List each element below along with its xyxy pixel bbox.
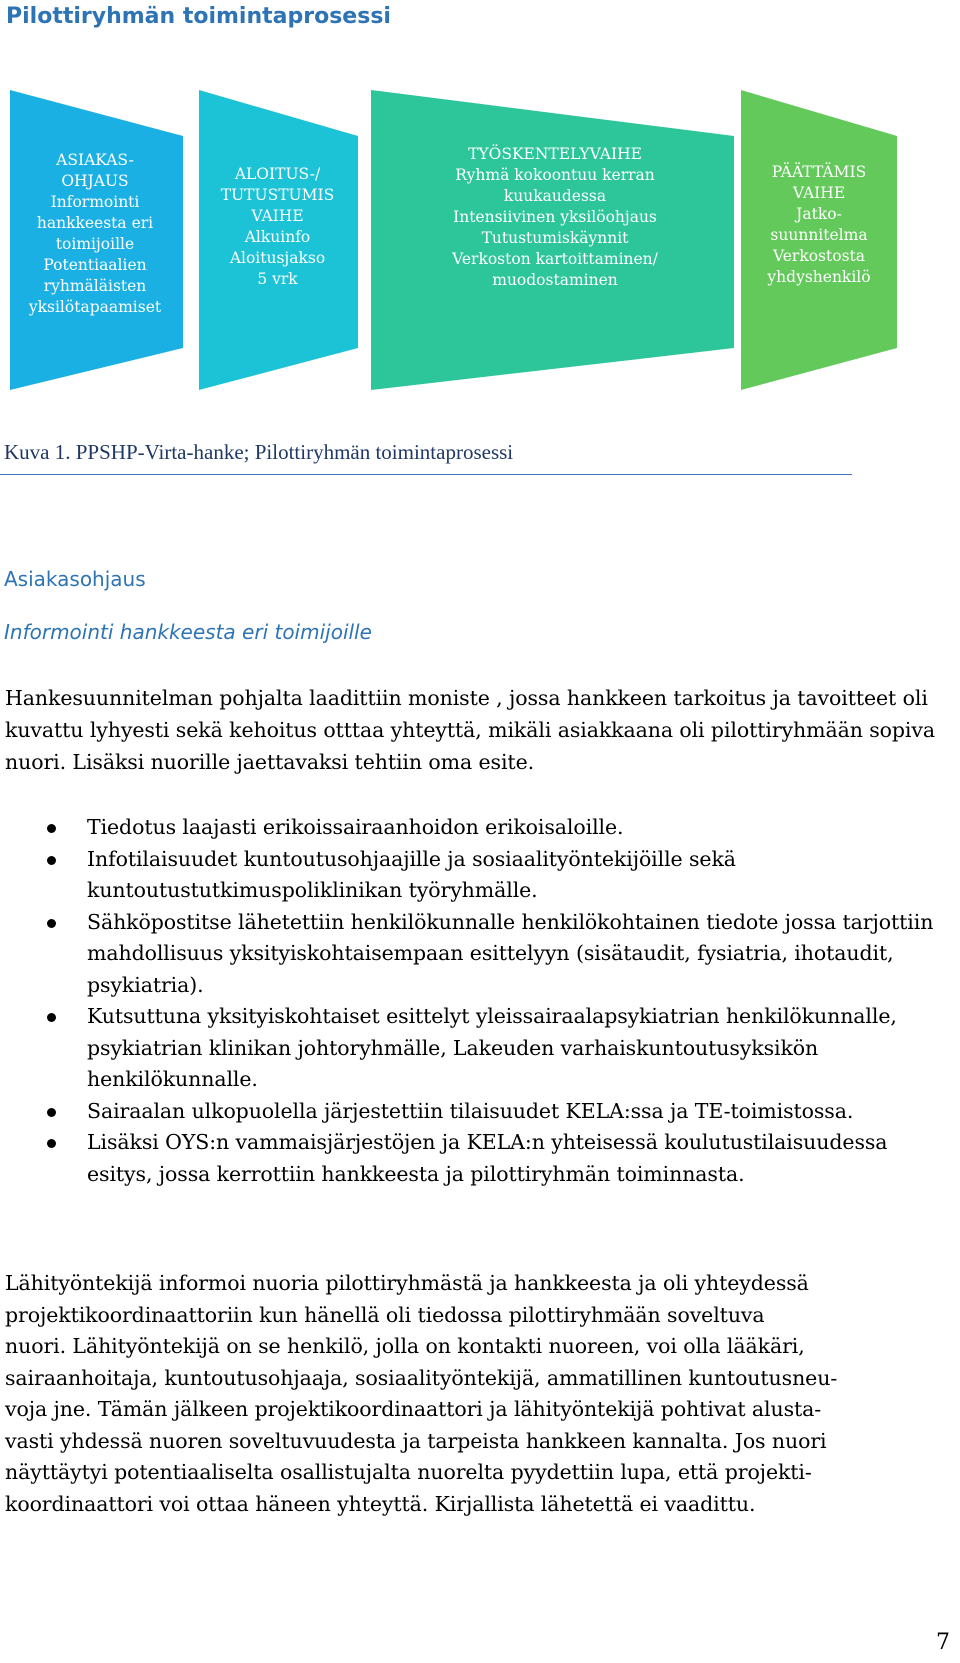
section-heading: Asiakasohjaus: [4, 567, 146, 591]
closing-line: projektikoordinaattoriin kun hänellä oli tiedossa pilottiryhmään soveltuva: [5, 1302, 765, 1327]
stage-4-line: Jatko-: [796, 205, 842, 223]
stage-4-line: VAIHE: [792, 184, 846, 202]
bullet-item: Kutsuttuna yksityiskohtaiset esittelyt yleissairaalapsykiatrian henkilökunnalle, psykiatrian klinikan johtoryhmälle, Lakeuden varhaiskuntoutusyksikön henkilökunnalle.: [0, 1001, 955, 1096]
figure-caption: Kuva 1. PPSHP-Virta-hanke; Pilottiryhmän toimintaprosessi: [4, 440, 514, 464]
process-diagram: [0, 88, 960, 418]
stage-2-line: VAIHE: [251, 207, 304, 225]
closing-line: Lähityöntekijä informoi nuoria pilottiryhmästä ja hankkeesta ja oli yhteydessä: [5, 1271, 809, 1295]
closing-paragraph: [5, 1268, 955, 1520]
intro-paragraph: Hankesuunnitelman pohjalta laadittiin moniste , jossa hankkeen tarkoitus ja tavoitteet oli kuvattu lyhyesti sekä kehoitus otttaa yhteyttä, mikäli asiakkaana oli pilottiryhmään sopiva nuori. Lisäksi nuorille jaettavaksi tehtiin oma esite.: [5, 686, 935, 774]
bullet-item: Lisäksi OYS:n vammaisjärjestöjen ja KELA:n yhteisessä koulutustilaisuudessa esitys, jossa kerrottiin hankkeesta ja pilottiryhmän toiminnasta.: [0, 1127, 955, 1190]
stage-1-line: ryhmäläisten: [43, 277, 147, 295]
stage-2-line: TUTUSTUMIS: [220, 186, 335, 204]
bullet-item: Sairaalan ulkopuolella järjestettiin tilaisuudet KELA:ssa ja TE-toimistossa.: [0, 1096, 955, 1128]
stage-4-line: PÄÄTTÄMIS: [771, 163, 867, 181]
bullet-item: Tiedotus laajasti erikoissairaanhoidon erikoisaloille.: [0, 812, 955, 844]
stage-3-line: Verkoston kartoittaminen/: [452, 250, 658, 268]
stage-1-line: hankkeesta eri: [36, 214, 154, 232]
bullet-list: [0, 812, 955, 1190]
stage-2-line: ALOITUS-/: [234, 165, 321, 183]
page-title: Pilottiryhmän toimintaprosessi: [6, 4, 391, 29]
stage-1-line: OHJAUS: [61, 172, 129, 190]
page-number: 7: [936, 1630, 950, 1655]
stage-3-line: muodostaminen: [492, 271, 618, 289]
closing-line: voja jne. Tämän jälkeen projektikoordinaattori ja lähityöntekijä pohtivat alusta-: [5, 1397, 822, 1421]
closing-line: vasti yhdessä nuoren soveltuvuudesta ja tarpeista hankkeen kannalta. Jos nuori: [5, 1428, 827, 1453]
stage-2-line: Aloitusjakso: [229, 249, 326, 267]
subsection-heading: Informointi hankkeesta eri toimijoille: [4, 620, 372, 644]
stage-1-text: [10, 150, 180, 318]
stage-4-line: yhdyshenkilö: [767, 268, 871, 286]
closing-line: näyttäytyi potentiaaliselta osallistujalta nuorelta pyydettiin lupa, että projekti-: [5, 1460, 812, 1484]
stage-1-line: yksilötapaamiset: [28, 298, 162, 316]
stage-3-line: Tutustumiskäynnit: [481, 229, 629, 247]
stage-2-text: [199, 164, 356, 290]
stage-3-line: kuukaudessa: [503, 187, 607, 205]
stage-4-line: suunnitelma: [770, 226, 868, 244]
bullet-item: Sähköpostitse lähetettiin henkilökunnalle henkilökohtainen tiedote jossa tarjottiin mahdollisuus yksityiskohtaisempaan esittelyyn (sisätaudit, fysiatria, ihotaudit, psykiatria).: [0, 907, 955, 1002]
stage-1-line: Informointi: [50, 193, 140, 211]
stage-2-line: Alkuinfo: [244, 228, 311, 246]
closing-line: koordinaattori voi ottaa häneen yhteyttä. Kirjallista lähetettä ei vaadittu.: [5, 1491, 756, 1516]
stage-2-line: 5 vrk: [257, 270, 298, 288]
stage-3-line: Intensiivinen yksilöohjaus: [453, 208, 657, 226]
closing-line: sairaanhoitaja, kuntoutusohjaaja, sosiaalityöntekijä, ammatillinen kuntoutusneu-: [5, 1365, 838, 1390]
stage-1-line: Potentiaalien: [43, 256, 147, 274]
stage-4-line: Verkostosta: [772, 247, 866, 265]
stage-3-line: TYÖSKENTELYVAIHE: [468, 145, 642, 163]
bullet-item: Infotilaisuudet kuntoutusohjaajille ja sosiaalityöntekijöille sekä kuntoutustutkimuspoliklinikan työryhmälle.: [0, 844, 955, 907]
stage-3-line: Ryhmä kokoontuu kerran: [455, 166, 655, 184]
caption-divider: [0, 474, 852, 475]
stage-1-line: toimijoille: [55, 235, 135, 253]
stage-3-text: [390, 144, 720, 291]
stage-1-line: ASIAKAS-: [56, 151, 134, 169]
stage-4-text: [743, 162, 895, 288]
closing-line: nuori. Lähityöntekijä on se henkilö, jolla on kontakti nuoreen, voi olla lääkäri,: [5, 1334, 805, 1358]
